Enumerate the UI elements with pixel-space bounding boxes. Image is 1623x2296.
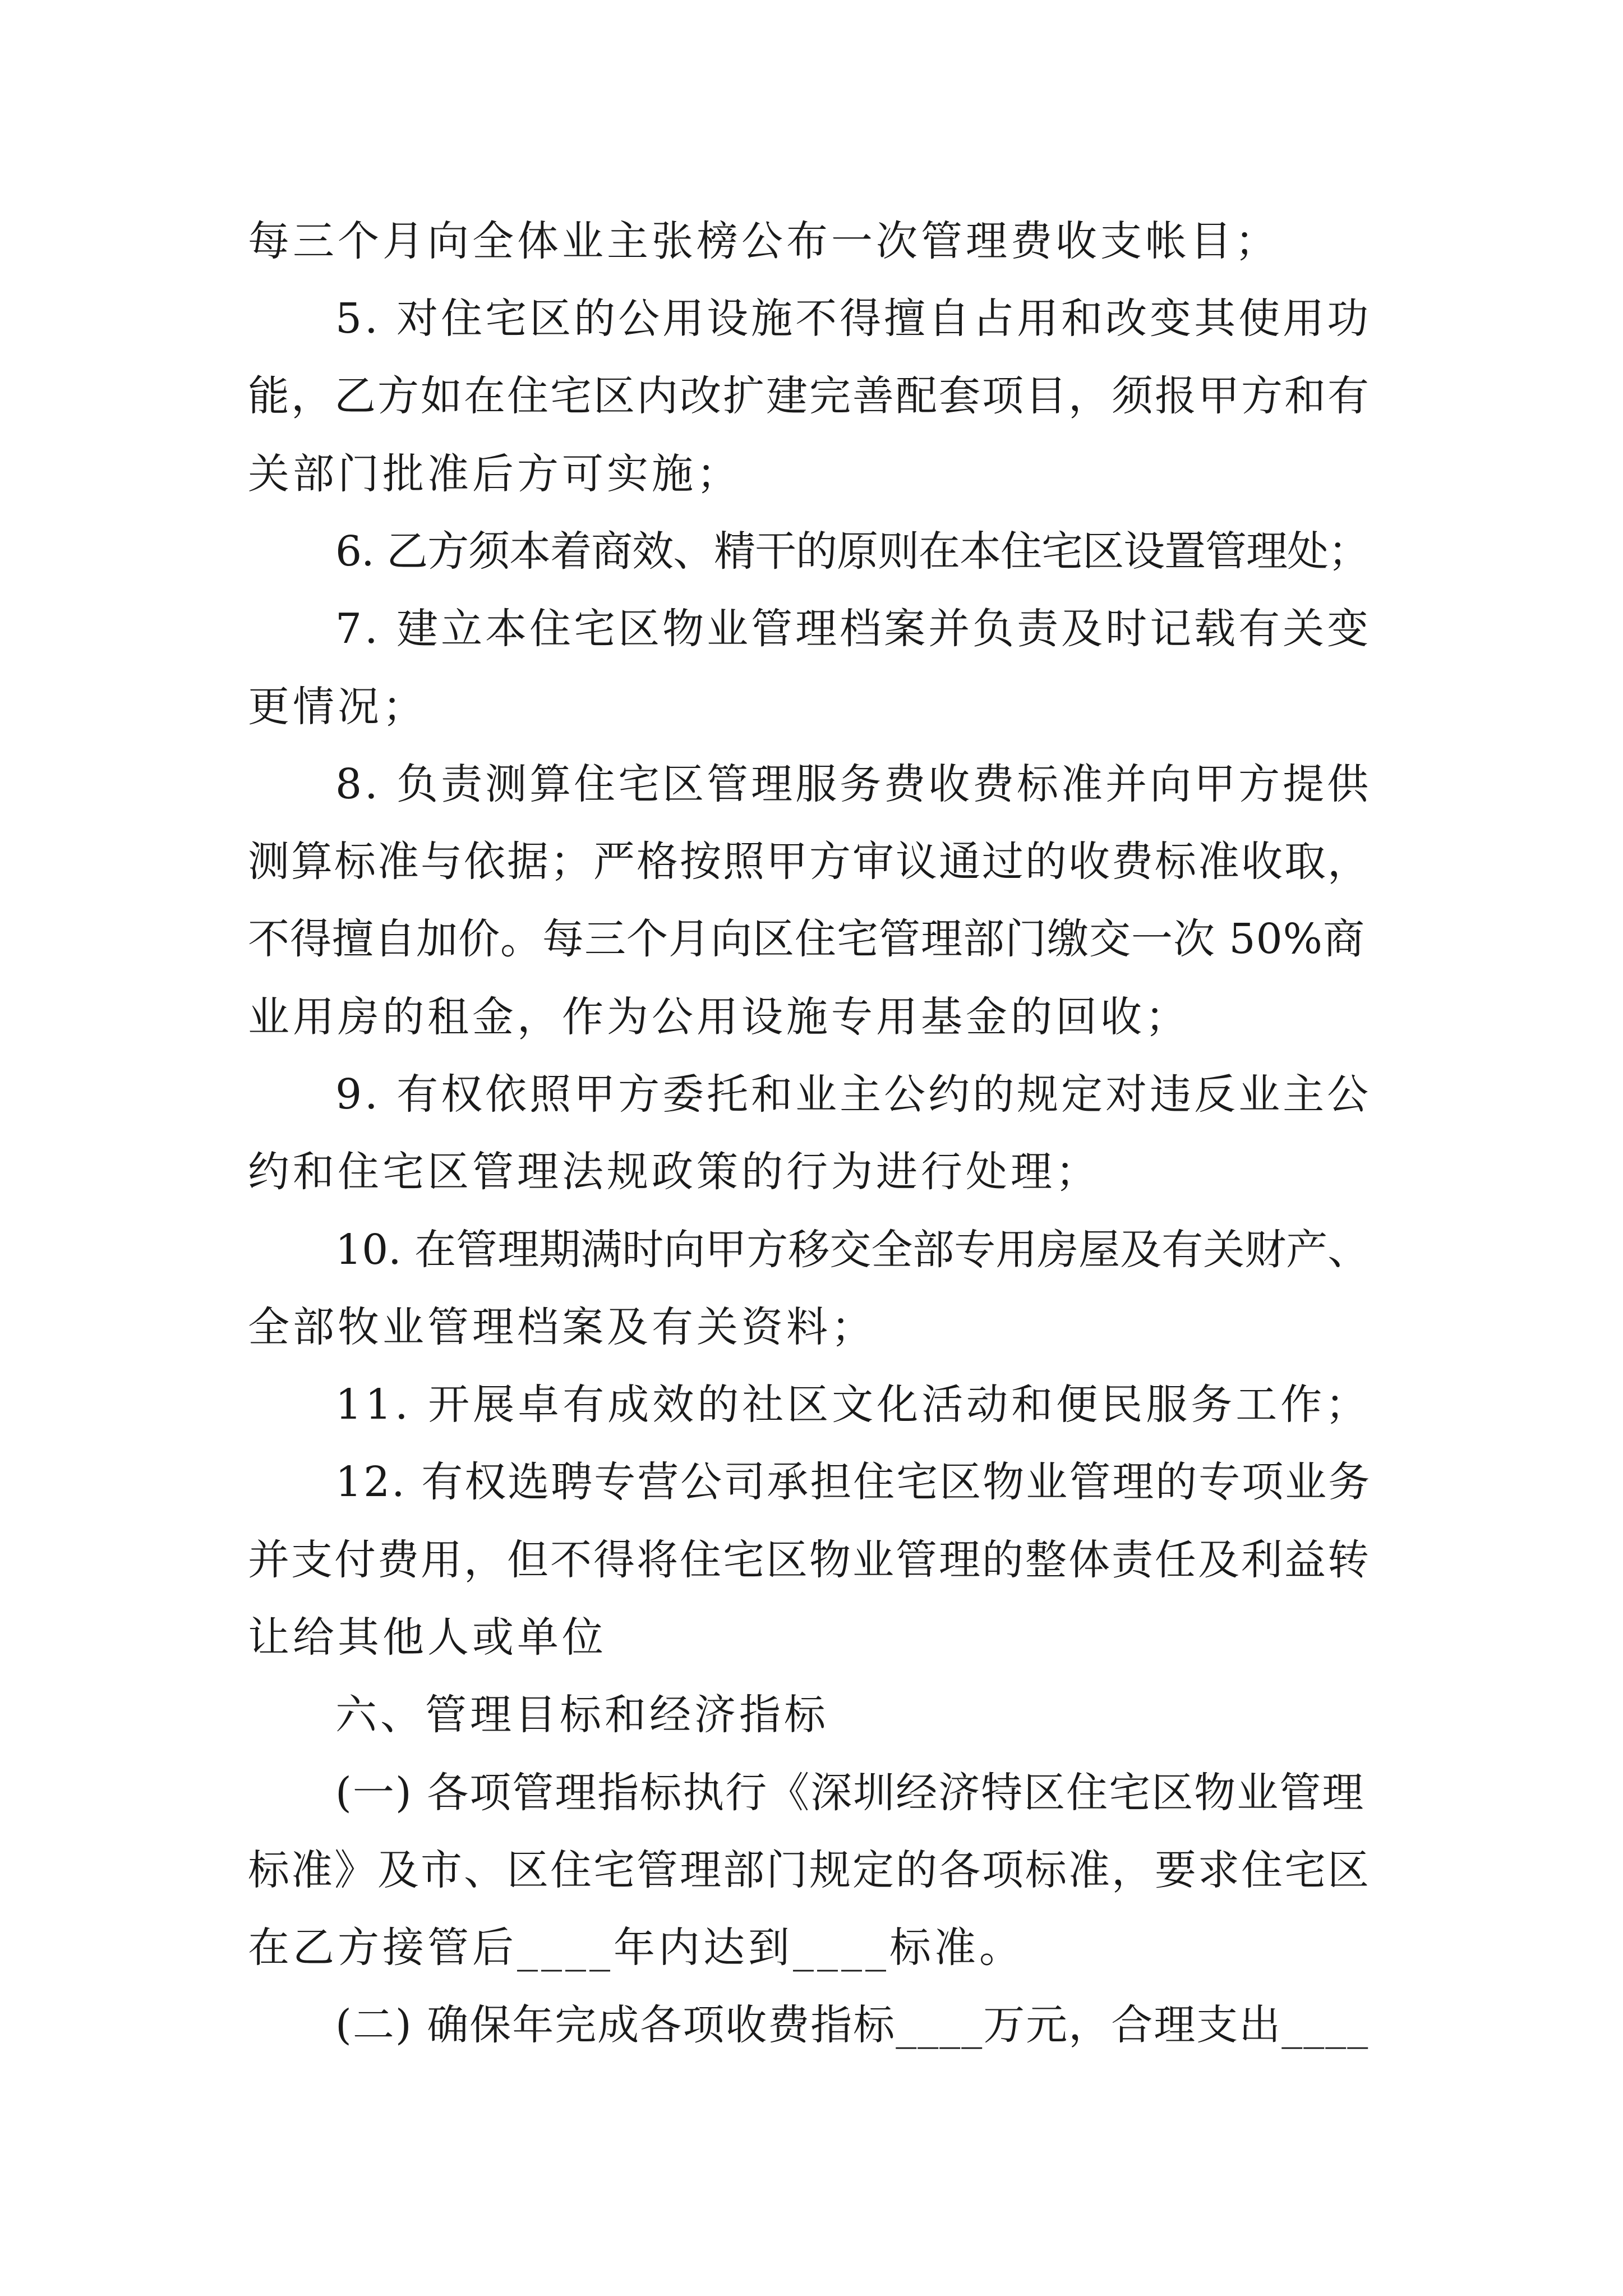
text-line: 约和住宅区管理法规政策的行为进行处理；: [248, 1148, 1100, 1196]
text-line: (二) 确保年完成各项收费指标____万元，合理支出____: [335, 2001, 1370, 2049]
text-line: 让给其他人或单位: [248, 1613, 607, 1662]
text-line: 更情况；: [248, 683, 427, 731]
text-line: 每三个月向全体业主张榜公布一次管理费收支帐目；: [248, 217, 1280, 265]
text-line: 12. 有权选聘专营公司承担住宅区物业管理的专项业务: [335, 1458, 1372, 1506]
text-line: 能，乙方如在住宅区内改扩建完善配套项目，须报甲方和有: [248, 372, 1371, 420]
text-line: 并支付费用，但不得将住宅区物业管理的整体责任及利益转: [248, 1536, 1371, 1584]
text-line: 不得擅自加价。每三个月向区住宅管理部门缴交一次 50%商: [248, 915, 1365, 963]
section-heading: 六、管理目标和经济指标: [335, 1691, 829, 1739]
text-line: 在乙方接管后____年内达到____标准。: [248, 1924, 1024, 1972]
text-line: (一) 各项管理指标执行《深圳经济特区住宅区物业管理: [335, 1769, 1365, 1817]
text-line: 关部门批准后方可实施；: [248, 450, 741, 498]
text-line: 测算标准与依据；严格按照甲方审议通过的收费标准收取，: [248, 838, 1371, 886]
text-line: 标准》及市、区住宅管理部门规定的各项标准，要求住宅区: [248, 1846, 1371, 1894]
text-line: 10. 在管理期满时向甲方移交全部专用房屋及有关财产、: [335, 1226, 1370, 1274]
text-line: 8. 负责测算住宅区管理服务费收费标准并向甲方提供: [335, 760, 1372, 808]
text-line: 业用房的租金，作为公用设施专用基金的回收；: [248, 993, 1190, 1041]
text-line: 9. 有权依照甲方委托和业主公约的规定对违反业主公: [335, 1070, 1372, 1119]
text-line: 11. 开展卓有成效的社区文化活动和便民服务工作；: [335, 1381, 1371, 1429]
text-line: 7. 建立本住宅区物业管理档案并负责及时记载有关变: [335, 605, 1372, 653]
text-line: 6. 乙方须本着商效、精干的原则在本住宅区设置管理处；: [335, 527, 1370, 576]
text-line: 全部牧业管理档案及有关资料；: [248, 1303, 876, 1351]
text-line: 5. 对住宅区的公用设施不得擅自占用和改变其使用功: [335, 295, 1372, 343]
